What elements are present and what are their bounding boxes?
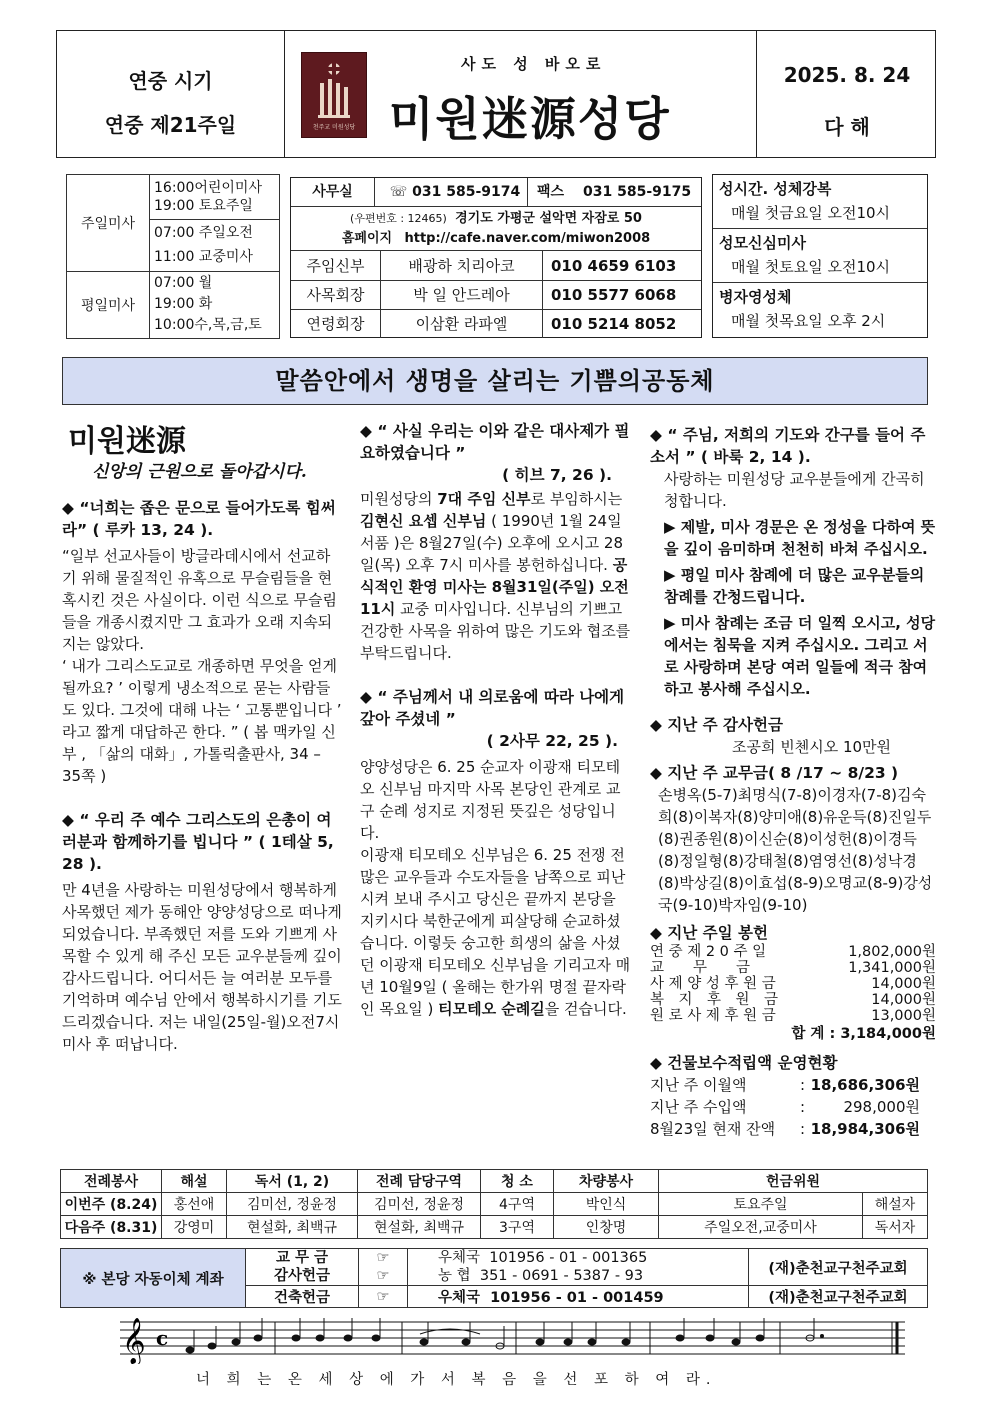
duty-cell: 현설화, 최백규: [358, 1216, 481, 1239]
notes: [186, 1318, 824, 1353]
bank-transfer-table: [60, 1248, 928, 1308]
duty-cell: 토요주일: [659, 1193, 863, 1216]
liturgy-duty-table: [60, 1169, 928, 1239]
postal-code: (우편번호 : 12465): [350, 212, 447, 225]
date-cell: [757, 31, 937, 157]
song-lyrics: 너 희 는 온 세 상 에 가 서 복 음 을 선 포 하 여 라.: [196, 1372, 717, 1388]
offering-row: 복 지 후 원 금 14,000원: [650, 992, 936, 1008]
column-left: [62, 425, 344, 1055]
parish-logo-cell: [285, 31, 757, 157]
fund-row: 지난 주 이월액 : 18,686,306원: [650, 1076, 920, 1094]
mass-time-item: 10:00수,목,금,토: [154, 317, 262, 334]
staff-phone: 010 5577 6068: [551, 286, 677, 304]
office-phone: ☏ 031 585-9174: [389, 184, 521, 200]
office-row: [291, 178, 701, 206]
staff-name: 이삼환 라파엘: [381, 310, 543, 338]
duty-side-label: 해설자: [863, 1193, 928, 1216]
duty-header: 독서 (1, 2): [227, 1170, 358, 1193]
building-fund: [650, 1074, 936, 1140]
column-middle: [360, 420, 634, 1020]
address-line: [291, 209, 701, 229]
section-heading: ◆ “너희는 좁은 문으로 들어가도록 힘써라” ( 루카 13, 24 ).: [62, 499, 336, 539]
duty-header: 전례봉사: [61, 1170, 162, 1193]
week-label: 연중 제21주일: [104, 113, 237, 137]
request-item: ▶ 평일 미사 참례에 더 많은 교우분들의 참례를 간청드립니다.: [664, 566, 925, 606]
staff-role: 사목회장: [291, 281, 381, 309]
mass-times-table: [66, 174, 280, 339]
duty-cell: 인창명: [554, 1216, 659, 1239]
section-body: 양양성당은 6. 25 순교자 이광재 티모테오 신부님 마지막 사목 본당인 관계로 교구 순례 성지로 지정된 뜻깊은 성당입니다.: [360, 758, 621, 842]
address-row: [291, 206, 701, 250]
mass-time-item: 11:00 교중미사: [154, 249, 253, 266]
weekday-mass-times: [150, 271, 280, 338]
staff-name: 박 일 안드레아: [381, 281, 543, 309]
section-body: ‘ 내가 그리스도교로 개종하면 무엇을 얻게 될까요? ’ 이렇게 냉소적으로 묻는 사람들도 있다. 그것에 대해 나는 ‘ 고통뿐입니다 ’ 라고 짧게 대답하곤 한다. ” ( 봅 맥카일 신부 , 「삶의 대화」, 가톨릭출판사, 34 – 35쪽 ): [62, 657, 342, 785]
sunday-mass-saturday: [150, 175, 280, 220]
fax-number: 031 585-9175: [583, 184, 692, 200]
issue-date: 2025. 8. 24: [783, 63, 911, 87]
staff-phone: 010 4659 6103: [551, 257, 677, 275]
event-detail: 매월 첫목요일 오후 2시: [731, 312, 886, 330]
section-heading: ◆ 건물보수적립액 운영현황: [650, 1054, 838, 1072]
homepage-label: 홈페이지: [341, 231, 393, 246]
duty-cell: 강영미: [162, 1216, 227, 1239]
bank-account: 우체국 101956 - 01 - 001365 농 협 351 - 0691 - 5387 - 93: [408, 1249, 749, 1286]
scripture-reference: ( 2사무 22, 25 ).: [486, 732, 618, 750]
parish-motto-banner: 말씀안에서 생명을 살리는 기쁨의공동체: [62, 357, 928, 405]
section-body: 만 4년을 사랑하는 미원성당에서 행복하게 사목했던 제가 동해안 양양성당으로 떠나게 되었습니다. 부족했던 저를 도와 기쁘게 사목할 수 있게 해 주신 모든 교우분들께 깊이 감사드립니다. 어디서든 늘 여러분 모두를 기억하며 예수님 안에서 행복하시기를 기도드리겠습니다. 저는 내일(25일-월)오전7시 미사 후 떠납니다.: [62, 881, 342, 1053]
duty-side-label: 독서자: [863, 1216, 928, 1239]
event-title: 성모신심미사: [719, 234, 806, 252]
dues-list: 손병옥(5-7)최명식(7-8)이경자(7-8)김숙희(8)이복자(8)양미애(8)유운득(8)진일두(8)권종원(8)이신순(8)이성헌(8)이경득(8)정일형(8)강태철(8)염영선(8)성낙경(8)박상길(8)이효섭(8-9)오명교(8-9)강성국(9-10)박자임(9-10): [658, 786, 933, 914]
fund-row: 8월23일 현재 잔액 : 18,984,306원: [650, 1120, 920, 1138]
column-right: [650, 424, 936, 1140]
duty-cell: 4구역: [481, 1193, 554, 1216]
brand-motto: 신앙의 근원으로 돌아갑시다.: [92, 462, 307, 482]
section-heading: ◆ “ 주님께서 내 의로움에 따라 나에게 갚아 주셨네 ”: [360, 688, 625, 728]
event-title: 성시간. 성체강복: [719, 180, 832, 198]
section-intro: 사랑하는 미원성당 교우분들에게 간곡히 청합니다.: [664, 470, 925, 510]
section-heading: ◆ “ 주님, 저희의 기도와 간구를 들어 주소서 ” ( 바룩 2, 14 ).: [650, 426, 926, 466]
section-heading: ◆ 지난 주 교무금( 8 /17 ~ 8/23 ): [650, 764, 899, 782]
duty-header: 전례 담당구역: [358, 1170, 481, 1193]
staff-name: 배광하 치리아코: [381, 251, 543, 280]
section-heading: ◆ 지난 주일 봉헌: [650, 924, 768, 942]
bank-purpose: 건축헌금: [246, 1286, 359, 1308]
offering-row: 교 무 금 1,341,000원: [650, 960, 936, 976]
parish-emblem: [301, 52, 367, 138]
brand-title: 미원迷源: [68, 424, 186, 459]
duty-header: 해설: [162, 1170, 227, 1193]
mass-time-item: 07:00 주일오전: [154, 225, 253, 242]
monthly-events: [712, 174, 928, 338]
time-signature: c: [156, 1326, 169, 1350]
season-label: 연중 시기: [128, 69, 213, 93]
section-body: 이광재 티모테오 신부님은 6. 25 전쟁 전 많은 교우들과 수도자들을 남쪽으로 피난시켜 보내 주시고 당신은 끝까지 본당을 지키시다 북한군에게 피살당해 순교하셨습니다. 이렇듯 숭고한 희생의 삶을 사셨던 이광재 티모테오 신부님을 기리고자 매년 10월9일 ( 올해는 한가위 명절 끝자락인 목요일 ) 티모테오 순례길을 걷습니다.: [360, 846, 631, 1018]
homepage-link[interactable]: http://cafe.naver.com/miwon2008: [404, 231, 651, 246]
offering-total: 합 계 : 3,184,000원: [791, 1026, 936, 1042]
bank-account: 우체국 101956 - 01 - 001459: [408, 1286, 749, 1308]
duty-cell: 다음주 (8.31): [61, 1216, 162, 1239]
request-item: ▶ 제발, 미사 경문은 온 정성을 다하여 뜻을 깊이 음미하며 천천히 바쳐 주십시오.: [664, 518, 936, 558]
staff-role: 연령회장: [291, 310, 381, 338]
section-body: “일부 선교사들이 방글라데시에서 선교하기 위해 물질적인 유혹으로 무슬림들을 현혹시킨 것은 사실이다. 이런 식으로 무슬림들을 개종시켰지만 그 효과가 오래 지속되지는 않았다.: [62, 547, 337, 653]
staff-role: 주임신부: [291, 251, 381, 280]
section-heading: ◆ 지난 주 감사헌금: [650, 716, 783, 734]
offering-row: 사 제 양 성 후 원 금 14,000원: [650, 976, 936, 992]
account-holder: (재)춘천교구천주교회: [749, 1249, 928, 1286]
parish-name: 미원迷源성당: [389, 92, 671, 146]
mass-time-item: 16:00어린이미사: [154, 180, 262, 197]
liturgical-season-cell: [57, 31, 285, 157]
duty-header: 청 소: [481, 1170, 554, 1193]
event-detail: 매월 첫토요일 오전10시: [731, 258, 891, 276]
duty-cell: 김미선, 정윤정: [358, 1193, 481, 1216]
emblem-icon: [302, 53, 366, 137]
event-detail: 매월 첫금요일 오전10시: [731, 204, 891, 222]
mass-time-item: 19:00 화: [154, 296, 213, 313]
duty-header: 헌금위원: [659, 1170, 928, 1193]
thanks-offering: 조공희 빈첸시오 10만원: [732, 738, 892, 756]
bank-purpose: 교 무 금 감사헌금: [246, 1249, 359, 1286]
staff-row: [291, 309, 701, 338]
fax-label: 팩스: [537, 184, 565, 200]
mass-time-item: 19:00 토요주일: [154, 198, 253, 215]
homepage-line: [291, 229, 701, 249]
svg-text:천주교 미원성당: 천주교 미원성당: [312, 124, 356, 131]
duty-cell: 박인식: [554, 1193, 659, 1216]
parish-subtitle: 사도 성 바오로: [461, 55, 607, 73]
duty-cell: 주일오전,교중미사: [659, 1216, 863, 1239]
duty-cell: 홍선애: [162, 1193, 227, 1216]
event-item: [713, 177, 927, 229]
request-item: ▶ 미사 참례는 조금 더 일찍 오시고, 성당에서는 침묵을 지켜 주십시오. 그리고 서로 사랑하며 본당 여러 일들에 적극 참여하고 봉사해 주십시오.: [664, 614, 936, 698]
account-holder: (재)춘천교구천주교회: [749, 1286, 928, 1308]
offering-list: [650, 944, 936, 1044]
staff-row: [291, 280, 701, 309]
event-title: 병자영성체: [719, 288, 792, 306]
offering-row: 연 중 제 2 0 주 일 1,802,000원: [650, 944, 936, 960]
duty-cell: 3구역: [481, 1216, 554, 1239]
section-heading: ◆ “ 우리 주 예수 그리스도의 은총이 여러분과 함께하기를 빕니다 ” ( 1테살 5, 28 ).: [62, 811, 334, 873]
mass-time-item: 07:00 월: [154, 275, 213, 292]
weekday-mass-label: 평일미사: [67, 271, 150, 338]
music-staff: [120, 1316, 905, 1364]
duty-header: 차량봉사: [554, 1170, 659, 1193]
staff-row: [291, 250, 701, 280]
event-item: [713, 231, 927, 283]
treble-clef-icon: 𝄞: [122, 1318, 146, 1364]
street-address: 경기도 가평군 설악면 자잠로 50: [455, 211, 642, 226]
scripture-reference: ( 히브 7, 26 ).: [502, 466, 612, 484]
duty-cell: 현설화, 최백규: [227, 1216, 358, 1239]
pointing-hand-icon: ☞ ☞: [359, 1249, 408, 1286]
duty-cell: 이번주 (8.24): [61, 1193, 162, 1216]
pointing-hand-icon: ☞: [359, 1286, 408, 1308]
event-item: [713, 285, 927, 337]
masthead: [56, 30, 936, 158]
bank-label: ※ 본당 자동이체 계좌: [61, 1249, 246, 1308]
offering-row: 원 로 사 제 후 원 금 13,000원: [650, 1008, 936, 1024]
duty-cell: 김미선, 정윤정: [227, 1193, 358, 1216]
contact-info: [290, 177, 702, 338]
year-cycle: 다 해: [824, 115, 870, 139]
section-heading: ◆ “ 사실 우리는 이와 같은 대사제가 필요하였습니다 ”: [360, 422, 630, 462]
sunday-mass-sunday: [150, 220, 280, 271]
section-body: 미원성당의 7대 주임 신부로 부임하시는 김현신 요셉 신부님 ( 1990년 1월 24일 서품 )은 8월27일(수) 오후에 오시고 28일(목) 오후 7시 미사를 봉헌하십니다. 공식적인 환영 미사는 8월31일(주일) 오전11시 교중 미사입니다. 신부님의 기쁘고 건강한 사목을 위하여 많은 기도와 협조를 부탁드립니다.: [360, 490, 631, 662]
sunday-mass-label: 주일미사: [67, 175, 150, 272]
staff-phone: 010 5214 8052: [551, 315, 677, 333]
fund-row: 지난 주 수입액 : 298,000원: [650, 1098, 920, 1116]
office-label: 사무실: [291, 178, 375, 206]
